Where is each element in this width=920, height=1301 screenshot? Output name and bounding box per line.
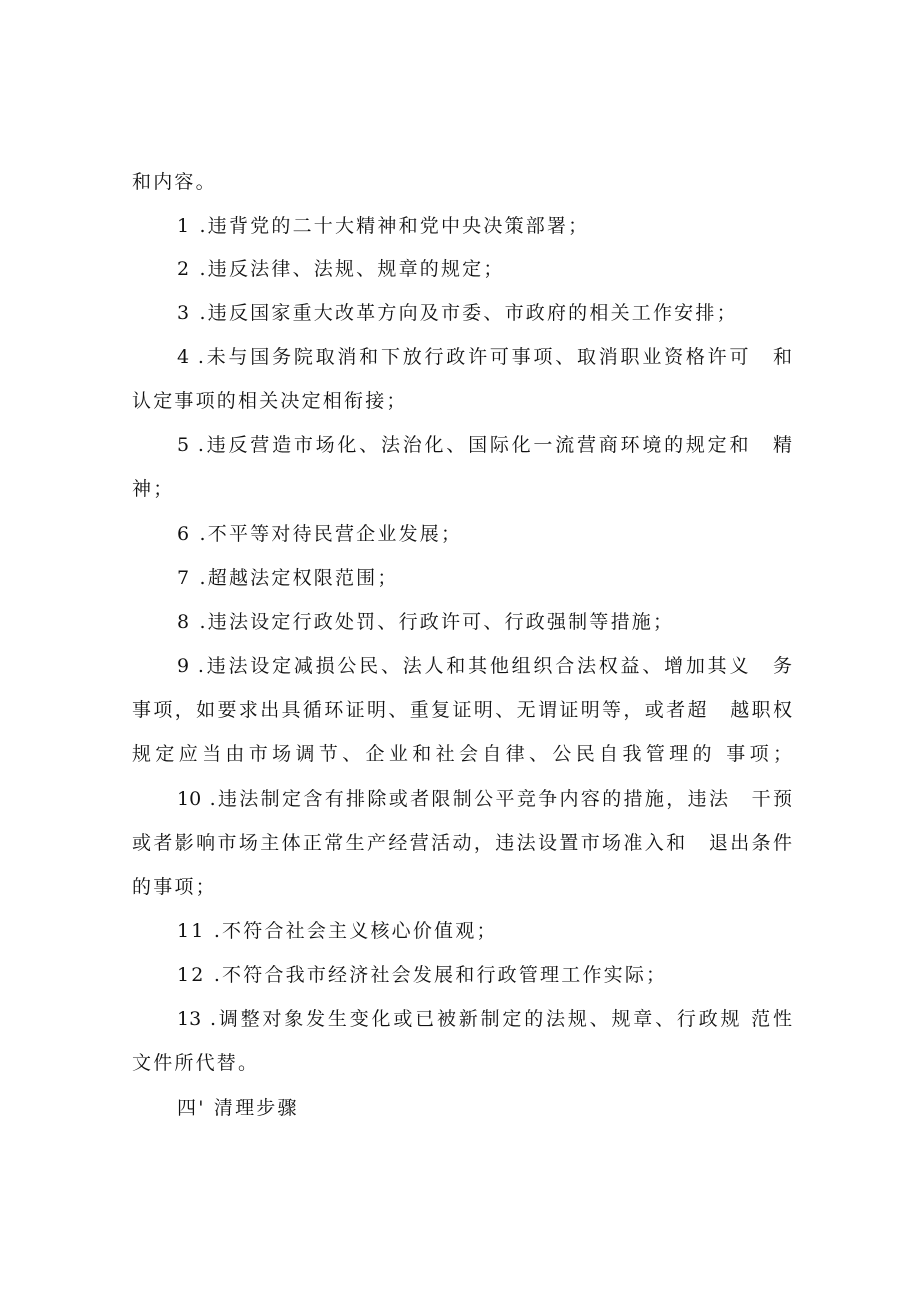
list-item-5: 5 .违反营造市场化、法治化、国际化一流营商环境的规定和 精: [177, 434, 792, 456]
list-item-11: 11 .不符合社会主义核心价值观；: [177, 920, 498, 942]
section-heading: 四' 清理步骤: [177, 1097, 299, 1119]
paragraph-line: 和内容。: [132, 171, 217, 193]
list-item-9: 9 .违法设定减损公民、法人和其他组织合法权益、增加其义 务: [177, 655, 792, 677]
list-item-3: 3 .违反国家重大改革方向及市委、市政府的相关工作安排；: [177, 302, 738, 324]
list-item-13: 13 .调整对象发生变化或已被新制定的法规、规章、行政规 范性: [177, 1008, 792, 1030]
list-item-10-continued: 或者影响市场主体正常生产经营活动，违法设置市场准入和 退出条件: [132, 832, 792, 854]
list-item-10-continued: 的事项；: [132, 876, 217, 898]
list-item-13-continued: 文件所代替。: [132, 1052, 260, 1074]
list-item-2: 2 .违反法律、法规、规章的规定；: [177, 258, 505, 280]
list-item-4-continued: 认定事项的相关决定相衔接；: [132, 390, 408, 412]
list-item-9-continued: 规定应当由市场调节、企业和社会自律、公民自我管理的 事项；: [132, 743, 792, 765]
list-item-12: 12 .不符合我市经济社会发展和行政管理工作实际；: [177, 964, 668, 986]
list-item-4: 4 .未与国务院取消和下放行政许可事项、取消职业资格许可 和: [177, 346, 792, 368]
list-item-10: 10 .违法制定含有排除或者限制公平竞争内容的措施，违法 干预: [177, 788, 792, 810]
list-item-7: 7 .超越法定权限范围；: [177, 567, 399, 589]
list-item-8: 8 .违法设定行政处罚、行政许可、行政强制等措施；: [177, 611, 675, 633]
list-item-1: 1 .违背党的二十大精神和党中央决策部署；: [177, 215, 590, 237]
list-item-9-continued: 事项，如要求出具循环证明、重复证明、无谓证明等，或者超 越职权: [132, 699, 792, 721]
list-item-5-continued: 神；: [132, 478, 175, 500]
list-item-6: 6 .不平等对待民营企业发展；: [177, 523, 463, 545]
